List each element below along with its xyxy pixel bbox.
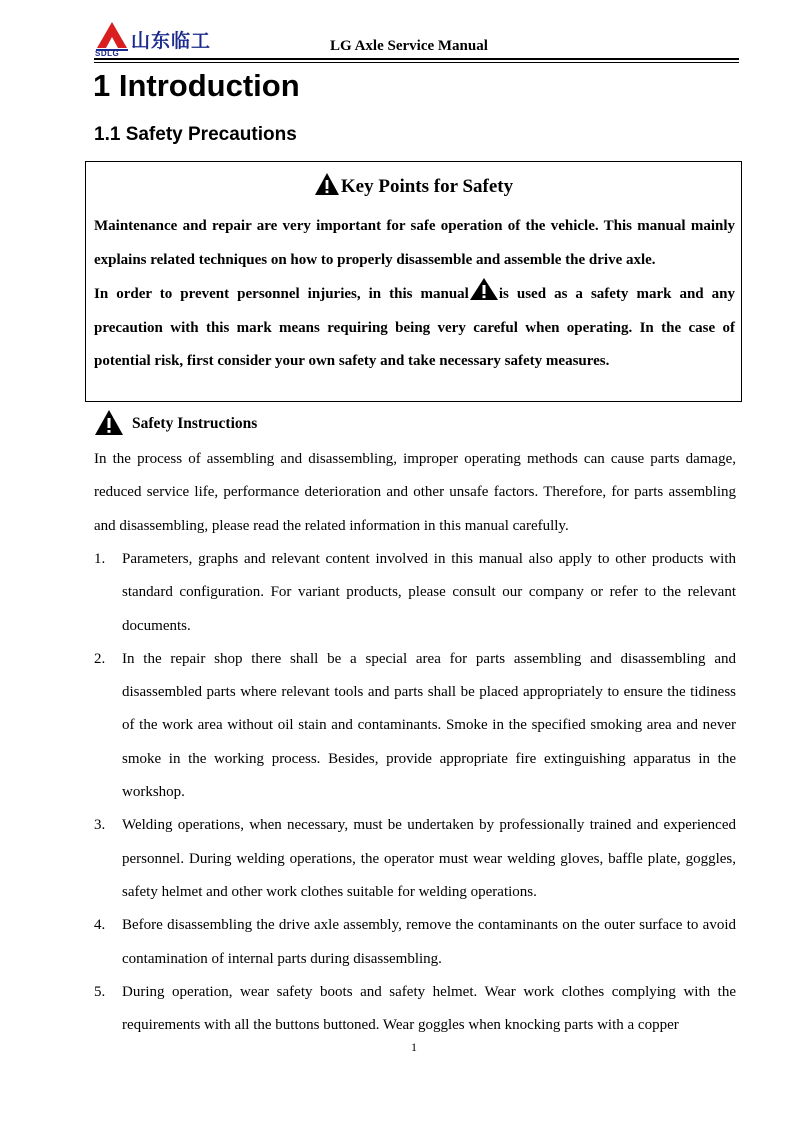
logo-text-en: SDLG [95, 49, 120, 58]
list-item-number: 4. [94, 917, 106, 934]
list-item-number: 2. [94, 650, 106, 667]
header-rule-thick [94, 58, 739, 60]
section-title: 1.1 Safety Precautions [94, 124, 297, 145]
key-points-title-row [86, 172, 741, 198]
chapter-title: 1 Introduction [93, 68, 300, 103]
safety-instructions-list [94, 543, 736, 1042]
header-rule-thin [94, 62, 739, 63]
key-points-box [85, 161, 742, 402]
list-item-text: Parameters, graphs and relevant content involved in this manual also apply to other products with standard configuration. For variant products, please consult our company or refer to the relevant documents. [122, 551, 736, 634]
list-item-number: 1. [94, 551, 106, 567]
list-item [94, 543, 736, 643]
safety-instructions-heading-row [94, 409, 257, 436]
list-item-text: Before disassembling the drive axle assembly, remove the contaminants on the outer surface to avoid contamination of internal parts during disassembling. [122, 917, 736, 967]
list-item-text: During operation, wear safety boots and safety helmet. Wear work clothes complying with the requirements with all the buttons buttoned. Wear goggles when knocking parts with a copper [122, 983, 736, 1034]
list-item [94, 809, 736, 909]
header-title: LG Axle Service Manual [330, 38, 488, 54]
list-item-number: 5. [94, 983, 106, 1000]
warning-triangle-icon [94, 409, 124, 436]
key-points-paragraph-2-end: is used as a safety mark and any precaution with this mark means requiring being very careful when operating. In the case of potential risk, first consider your own safety and take necessary safety measures. [94, 286, 735, 369]
key-points-text [94, 210, 735, 379]
list-item [94, 909, 736, 976]
key-points-paragraph-2-start: In order to prevent personnel injuries, in this manual [94, 286, 469, 302]
warning-triangle-icon [469, 277, 499, 301]
key-points-paragraph-2 [94, 277, 735, 379]
list-item-number: 3. [94, 817, 106, 834]
key-points-paragraph-1: Maintenance and repair are very important for safe operation of the vehicle. This manual mainly explains related techniques on how to properly disassemble and assemble the drive axle. [94, 218, 735, 268]
warning-triangle-icon [314, 172, 340, 196]
list-item-text: Welding operations, when necessary, must be undertaken by professionally trained and experienced personnel. During welding operations, the operator must wear welding gloves, baffle plate, goggles, safety helmet and other work clothes suitable for welding operations. [122, 817, 736, 900]
page-number: 1 [411, 1040, 417, 1054]
company-logo [95, 20, 235, 60]
list-item-text: In the repair shop there shall be a special area for parts assembling and disassembling and disassembled parts where relevant tools and parts shall be placed appropriately to ensure the tidiness of the work area without oil stain and contaminants. Smoke in the specified smoking area and never smoke in the working process. Besides, provide appropriate fire extinguishing apparatus in the workshop. [122, 650, 736, 801]
safety-instructions-intro: In the process of assembling and disassembling, improper operating methods can cause parts damage, reduced service life, performance deterioration and other unsafe factors. Therefore, for parts assembling and disassembling, please read the related information in this manual carefully. [94, 451, 736, 534]
safety-instructions-heading: Safety Instructions [132, 415, 258, 432]
list-item [94, 643, 736, 809]
list-item [94, 976, 736, 1043]
key-points-title: Key Points for Safety [340, 176, 514, 197]
logo-text-cn: 山东临工 [131, 30, 212, 52]
